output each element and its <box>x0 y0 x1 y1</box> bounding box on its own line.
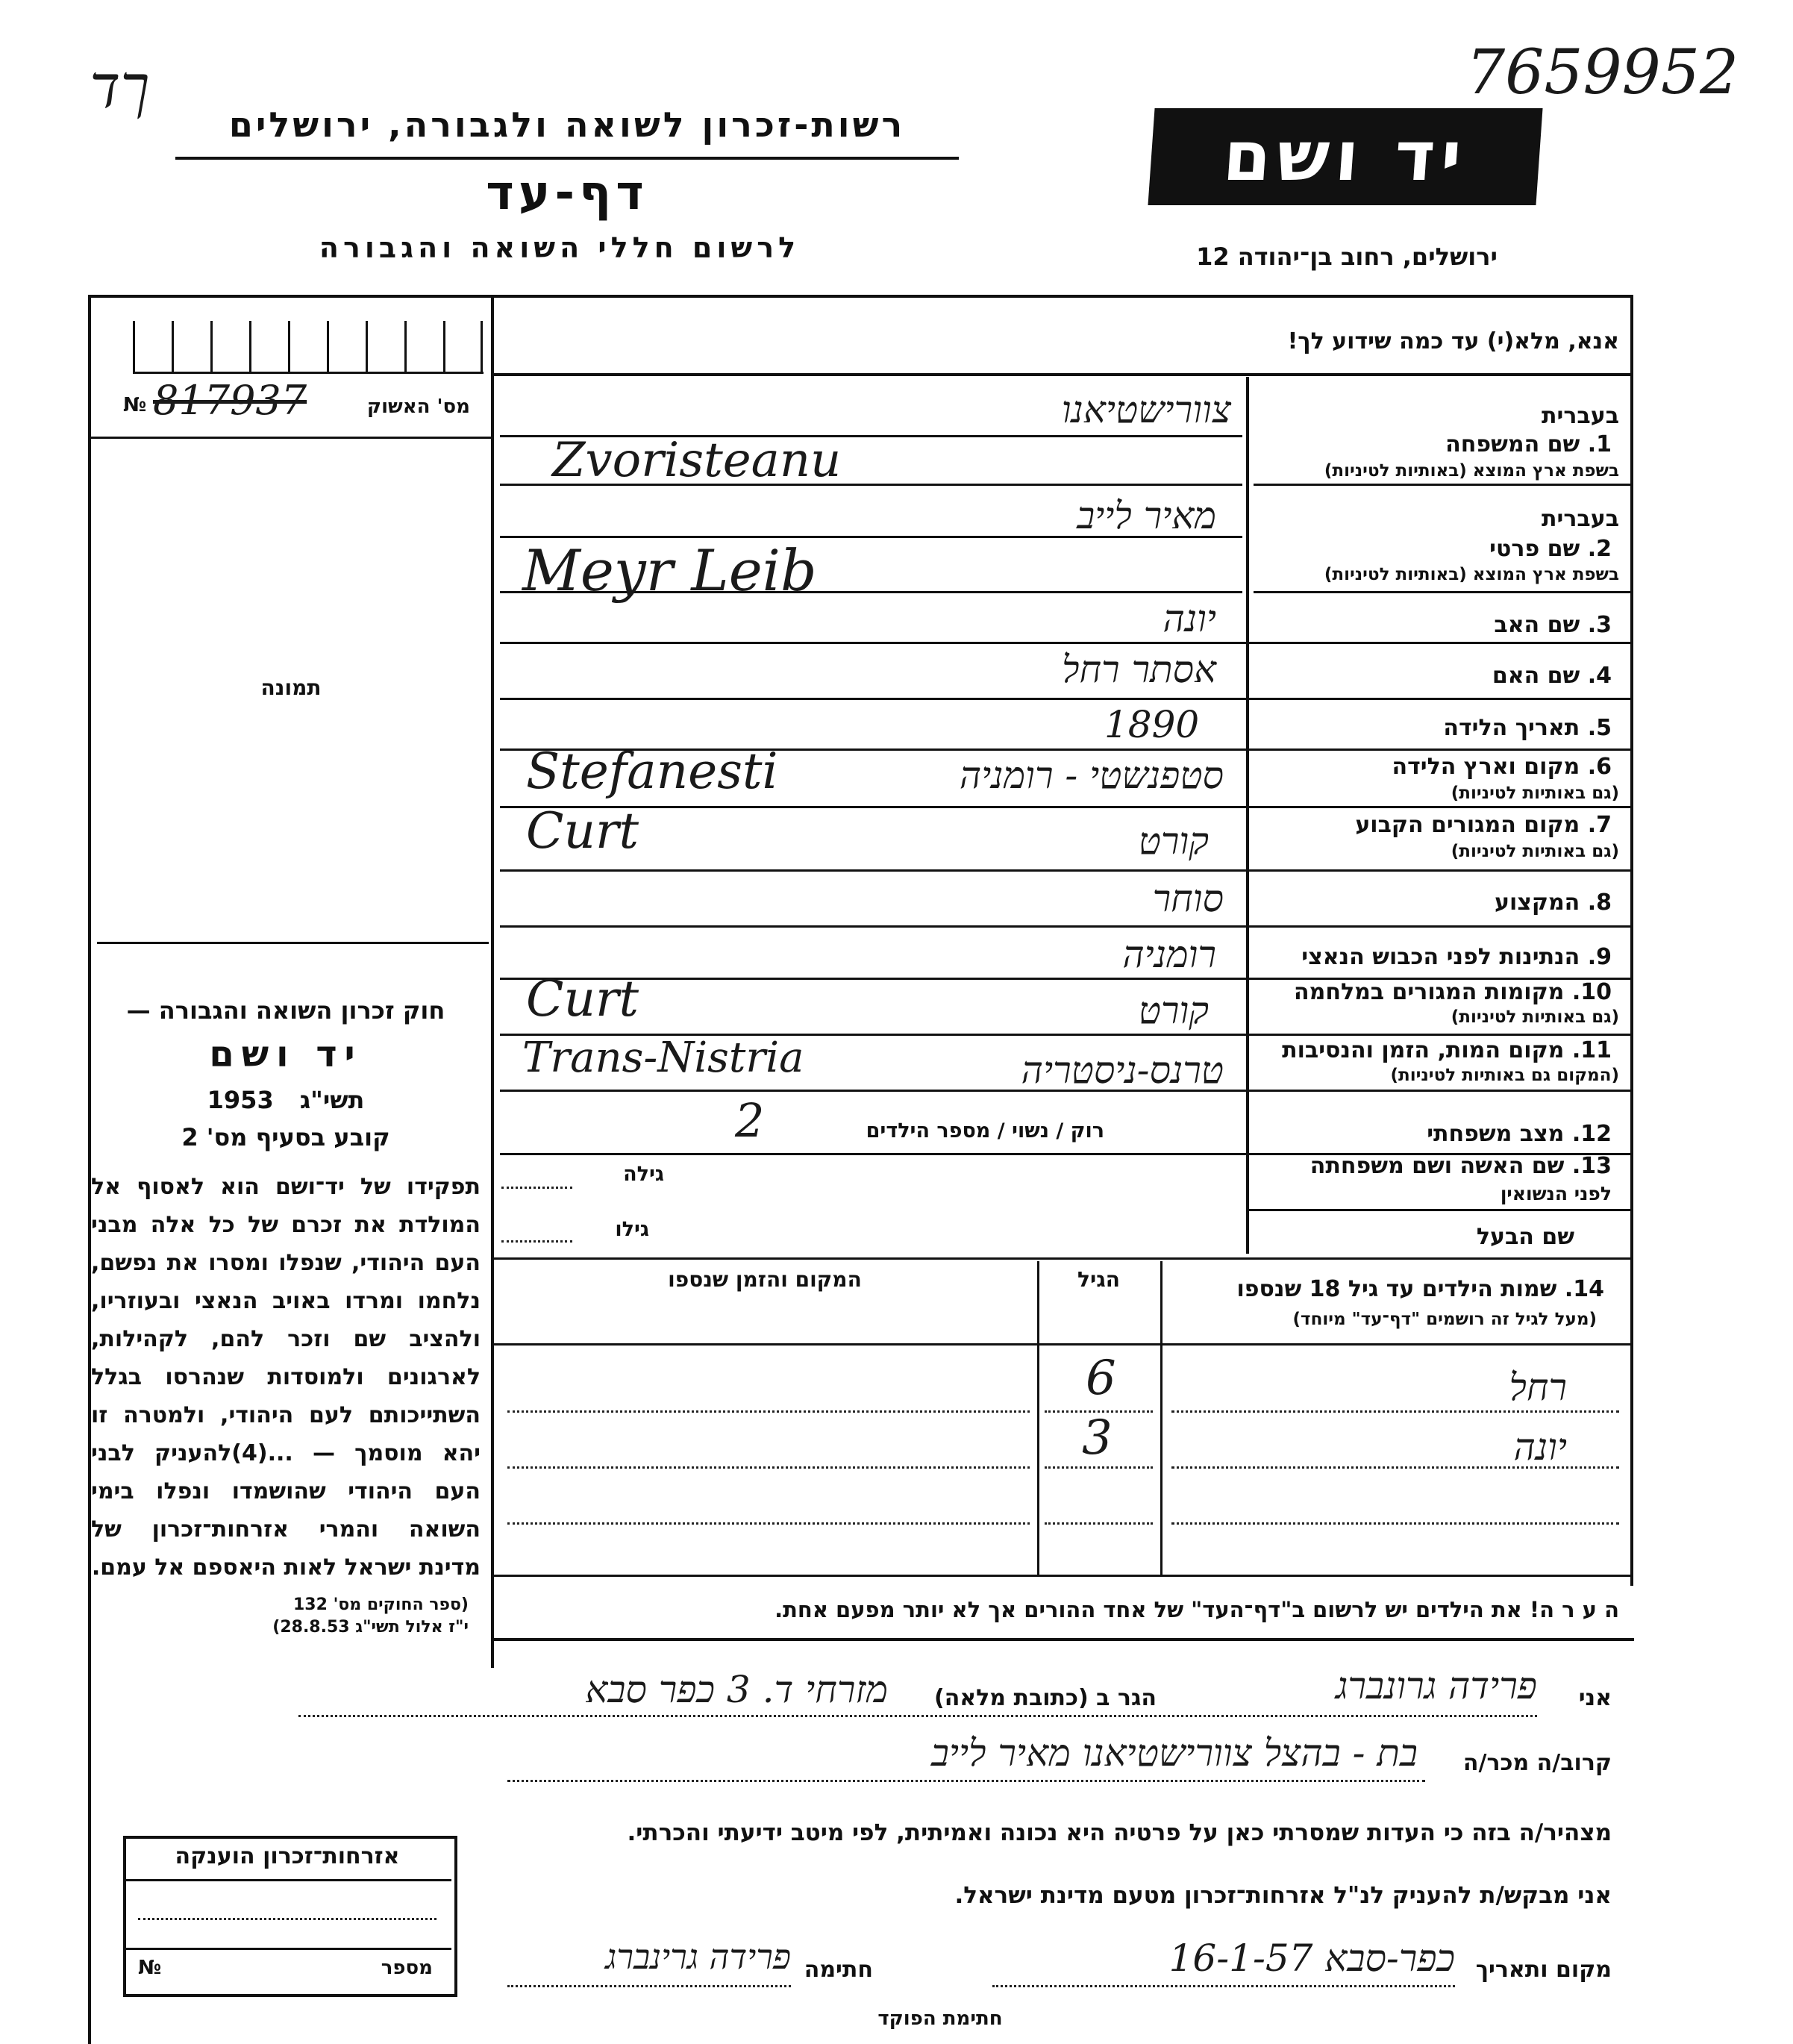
declaration-resides-label: הגר ב (כתובת מלאה) <box>933 1685 1157 1711</box>
husband-age-label: גילו <box>615 1218 649 1241</box>
field-11-value-he: טרנס-ניסטריה <box>1021 1048 1224 1092</box>
field-6-value-latin: Stefanesti <box>526 743 778 800</box>
law-title: חוק זכרון השואה והגבורה — <box>126 996 445 1025</box>
field-13-text: שם האשה ושם משפחתה <box>1309 1153 1565 1179</box>
field-1-label <box>1261 431 1612 457</box>
row-line <box>500 925 1630 928</box>
field-2-label <box>1261 536 1612 562</box>
field-3-num: 3. <box>1587 612 1612 638</box>
citizenship-box-title-rule <box>126 1879 451 1881</box>
field-13-sub: לפני הנשואין <box>1500 1183 1612 1204</box>
file-number-label: מס' האשוק <box>366 396 470 418</box>
handwritten-top-left: ךד <box>90 52 150 122</box>
field-12-options: רוק / נשוי / מספר הילדים <box>866 1119 1104 1143</box>
spouse-section-bottom <box>492 1257 1630 1260</box>
row-line <box>500 642 1630 644</box>
instructions: אנא, מלא(י) עד כמה שידוע לך! <box>1287 328 1619 354</box>
place-date-dots <box>992 1985 1455 1987</box>
declaration-relation-value: בת - בהצל צוורישטיאנו מאיר לייב <box>930 1731 1418 1775</box>
file-number-separator <box>88 437 492 439</box>
instructions-bottom-rule <box>492 373 1630 376</box>
law-clause: קובע בסעיף מס' 2 <box>181 1123 390 1151</box>
field-12-label <box>1261 1121 1612 1147</box>
child-3-name-dots <box>1171 1522 1619 1525</box>
child-1-name-dots <box>1171 1410 1619 1413</box>
law-source-1: (ספר החוקים מס' 132 <box>292 1595 469 1614</box>
field-9-text: הנתינות לפני הכבוש הנאצי <box>1301 944 1580 970</box>
law-source-2: י"ז אלול תשי"ג 28.8.53) <box>272 1618 469 1637</box>
field-6-label <box>1261 754 1612 780</box>
field-2-text: שם פרטי <box>1489 536 1580 562</box>
field-1-value-latin: Zvoristeanu <box>552 433 842 488</box>
children-label <box>1171 1276 1604 1302</box>
children-sub: (מעל לגיל זה רושמים "דף־עד" מיוחד) <box>1292 1310 1597 1329</box>
field-4-text: שם האם <box>1492 663 1580 689</box>
law-year-heb: תשי"ג <box>299 1086 365 1114</box>
field-4-value: אסתר רחל <box>1062 648 1216 691</box>
field-3-value: יונה <box>1163 597 1216 640</box>
field-2-num: 2. <box>1587 536 1612 562</box>
field-1-text: שם המשפחה <box>1445 431 1580 457</box>
field-11-label <box>1254 1037 1612 1063</box>
photo-area-bottom <box>97 942 489 944</box>
declaration-request: אני מבקש/ת להעניק לנ"ל אזרחות־זכרון מטעם מדינת ישראל. <box>954 1882 1612 1909</box>
child-1-name: רחל <box>1509 1366 1567 1409</box>
husband-age-dots <box>501 1240 572 1243</box>
field-11-num: 11. <box>1571 1037 1612 1063</box>
citizenship-box-number-label: מספר <box>381 1957 433 1979</box>
field-13-age-dots <box>501 1187 572 1189</box>
row-line <box>1254 591 1630 593</box>
field-9-value: רומניה <box>1122 933 1216 976</box>
note-bottom-rule <box>492 1638 1634 1641</box>
form-title: דף-עד <box>486 166 648 221</box>
field-10-text: מקומות המגורים במלחמה <box>1294 979 1565 1005</box>
place-date-label: מקום ותאריך <box>1475 1957 1612 1983</box>
field-10-label <box>1254 979 1612 1005</box>
husband-label: שם הבעל <box>1476 1224 1574 1250</box>
field-3-label <box>1261 612 1612 638</box>
child-1-age: 6 <box>1086 1351 1116 1406</box>
children-num: 14. <box>1564 1276 1604 1302</box>
citizenship-box-number-rule <box>126 1948 451 1950</box>
photo-label: תמונה <box>260 675 322 700</box>
field-8-text: המקצוע <box>1494 890 1580 916</box>
address: ירושלים, רחוב בן־יהודה 12 <box>1196 243 1498 271</box>
field-9-num: 9. <box>1587 944 1612 970</box>
children-age-header: הגיל <box>1077 1267 1120 1292</box>
sidebar-divider <box>491 295 494 1668</box>
row-line <box>1246 1209 1630 1211</box>
field-2-value-latin: Meyr Leib <box>522 537 817 604</box>
logo-text: יד ושם <box>1220 116 1471 196</box>
field-8-num: 8. <box>1587 890 1612 916</box>
field-7-num: 7. <box>1587 812 1612 838</box>
declaration-i-label: אני <box>1578 1685 1612 1711</box>
signature-label: חתימה <box>804 1957 873 1983</box>
field-5-value: 1890 <box>1104 703 1200 746</box>
field-10-sub: (גם באותיות לטיניות) <box>1451 1007 1619 1027</box>
field-2-sub: בשפת ארץ המוצא (באותיות לטיניות) <box>1324 565 1619 584</box>
children-place-header: המקום והזמן שנספו <box>668 1267 862 1292</box>
file-number-value: 817937 <box>153 377 307 424</box>
place-date-value: כפר-סבא 16-1-57 <box>1168 1937 1455 1980</box>
citizenship-box-no-mark: № <box>138 1957 162 1979</box>
declaration-i-value: פרידה גרונברג <box>1335 1664 1537 1707</box>
field-7-text: מקום המגורים הקבוע <box>1355 812 1580 838</box>
field-7-sub: (גם באותיות לטיניות) <box>1451 842 1619 861</box>
field-12-num: 12. <box>1571 1121 1612 1147</box>
field-5-num: 5. <box>1587 715 1612 741</box>
child-2-place-dots <box>507 1466 1030 1469</box>
children-age-col-left <box>1037 1261 1039 1575</box>
law-year <box>96 1086 476 1114</box>
field-4-label <box>1261 663 1612 689</box>
child-2-name: יונה <box>1513 1425 1567 1469</box>
field-11-text: מקום המות, הזמן והנסיבות <box>1282 1037 1565 1063</box>
field-1-sub: בשפת ארץ המוצא (באותיות לטיניות) <box>1324 461 1619 481</box>
field-10-num: 10. <box>1571 979 1612 1005</box>
field-7-value-latin: Curt <box>526 802 639 860</box>
field-11-sub: (המקום גם באותיות לטיניות) <box>1390 1066 1619 1085</box>
field-6-num: 6. <box>1587 754 1612 780</box>
field-1-lang-he: בעברית <box>1542 403 1619 429</box>
field-10-value-he: קורט <box>1138 989 1209 1032</box>
child-3-place-dots <box>507 1522 1030 1525</box>
field-9-label <box>1254 944 1612 970</box>
field-8-value: סוחר <box>1152 877 1224 920</box>
field-12-text: מצב משפחתי <box>1427 1121 1565 1147</box>
child-2-age: 3 <box>1082 1410 1113 1466</box>
field-7-label <box>1261 812 1612 838</box>
citizenship-box-title: אזרחות־זכרון הוענקה <box>175 1843 400 1869</box>
children-text: שמות הילדים עד גיל 18 שנספו <box>1236 1276 1557 1302</box>
declaration-address-value: מזרחי ד. 3 כפר סבא <box>585 1668 888 1711</box>
field-11-value-latin: Trans-Nistria <box>522 1034 804 1082</box>
field-10-value-latin: Curt <box>526 970 639 1028</box>
children-table-bottom <box>492 1575 1630 1577</box>
children-age-col-right <box>1160 1261 1163 1575</box>
declaration-relation-dots <box>507 1780 1425 1782</box>
declaration-statement: מצהיר/ה בזה כי העדות שמסרתי כאן על פרטיה היא נכונה ואמיתית, לפי מיטב ידיעתי והכרתי. <box>627 1819 1612 1846</box>
row-line <box>500 869 1630 872</box>
law-name: יד ושם <box>209 1034 363 1075</box>
law-text: תפקידו של יד־ושם הוא לאסוף אל המולדת את זכרם של כל אלה מבני העם היהודי, שנפלו ומסרו את נפשם, נלחמו ומרדו באויב הנאצי ובעוזריו, ולהציב שם וזכר להם, לקהילות, לארגונים ולמוסדות שנהרסו בגלל השתייכותם לעם היהודי, ולמטרה זו יהא מוסמך — ...(4)להעניק לבני העם היהודי שהושמדו ונפלו בימי השואה והמרי אזרחות־זכרון של מדינת ישראל לאות היאספם אל עמם. <box>91 1174 481 1581</box>
field-13-age-label: גילה <box>623 1163 664 1186</box>
field-8-label <box>1261 890 1612 916</box>
labels-divider <box>1246 377 1249 1254</box>
signature-dots <box>507 1985 791 1987</box>
note: ה ע ר ה! את הילדים יש לרשום ב"דף־העד" של אחד ההורים אך לא יותר מפעם אחת. <box>775 1597 1619 1622</box>
child-3-age-dots <box>1045 1522 1153 1525</box>
field-3-text: שם האב <box>1494 612 1580 638</box>
handwritten-reference-number: 7659952 <box>1466 37 1739 108</box>
child-1-place-dots <box>507 1410 1030 1413</box>
org-name: רשות-זכרון לשואה ולגבורה, ירושלים <box>228 104 906 145</box>
declaration-address-dots <box>298 1715 1537 1717</box>
row-line <box>500 806 1630 808</box>
signature-value: פרידה גרינברג <box>605 1937 791 1977</box>
field-7-value-he: קורט <box>1138 819 1209 863</box>
frame-right-edge <box>1630 295 1633 1586</box>
child-2-age-dots <box>1045 1466 1153 1469</box>
file-number-boxes <box>133 321 484 373</box>
declaration-relation-label: קרוב/ה מכר/ה <box>1462 1750 1612 1776</box>
field-1-value-he: צוורישטיאנו <box>1061 388 1231 431</box>
field-4-num: 4. <box>1587 663 1612 689</box>
file-number-no-mark: № <box>123 394 147 416</box>
citizenship-box-line <box>138 1918 436 1920</box>
field-6-sub: (גם באותיות לטיניות) <box>1451 784 1619 803</box>
field-1-num: 1. <box>1587 431 1612 457</box>
yad-vashem-logo <box>1148 108 1542 205</box>
row-line <box>500 698 1630 700</box>
field-5-text: תאריך הלידה <box>1443 715 1580 741</box>
form-subtitle: לרשום חללי השואה והגבורה <box>319 231 801 264</box>
row-line <box>1254 484 1630 486</box>
field-13-num: 13. <box>1571 1153 1612 1179</box>
field-13-label <box>1254 1153 1612 1179</box>
law-year-num: 1953 <box>207 1086 274 1114</box>
official-stamp-label: חתימת הפוקד <box>877 2007 1003 2030</box>
field-2-lang-he: בעברית <box>1542 506 1619 532</box>
children-header-bottom <box>492 1343 1630 1346</box>
child-2-name-dots <box>1171 1466 1619 1469</box>
field-6-value-he: סטפנשטי - רומניה <box>959 754 1224 797</box>
field-2-value-he: מאיר לייב <box>1077 494 1216 537</box>
field-12-value: 2 <box>735 1093 765 1148</box>
field-6-text: מקום וארץ הלידה <box>1392 754 1580 780</box>
org-name-underline <box>175 157 959 160</box>
field-5-label <box>1261 715 1612 741</box>
